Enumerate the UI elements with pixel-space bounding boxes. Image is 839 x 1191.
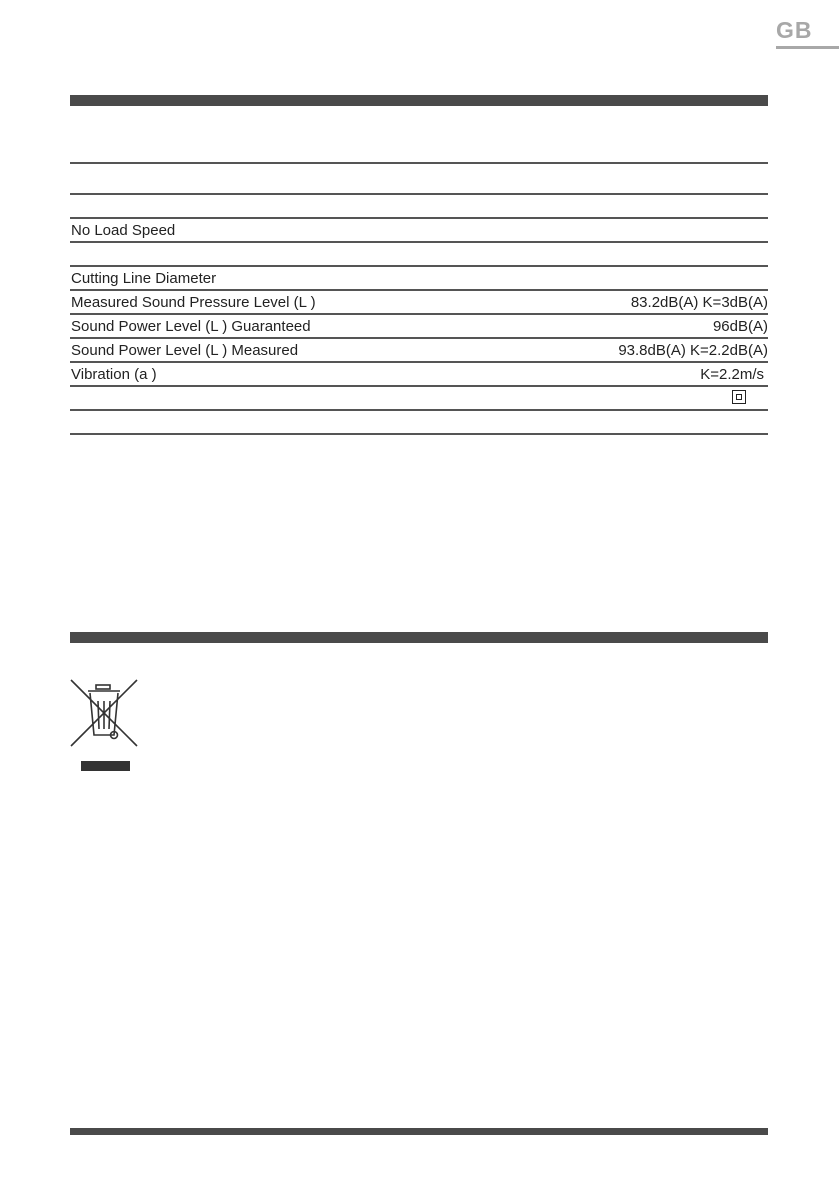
section-header-bar-disposal: [70, 632, 768, 643]
row-value: 93.8dB(A) K=2.2dB(A): [618, 342, 768, 359]
table-row: [70, 193, 768, 217]
row-label: Cutting Line Diameter: [71, 270, 217, 287]
page-footer-bar: [70, 1128, 768, 1135]
table-row: [70, 162, 768, 193]
table-row: [70, 241, 768, 265]
specification-table: [70, 162, 768, 435]
table-row: [70, 361, 768, 385]
row-label: Sound Power Level (L ) Measured: [71, 342, 299, 359]
language-underline: [776, 46, 839, 49]
section-header-bar-specifications: [70, 95, 768, 106]
row-value: 96dB(A): [712, 318, 768, 335]
table-row: [70, 337, 768, 361]
table-row: [70, 313, 768, 337]
language-code: GB: [776, 17, 813, 43]
row-label: Measured Sound Pressure Level (L ): [71, 294, 316, 311]
table-row: [70, 265, 768, 289]
double-insulation-icon: [732, 390, 746, 404]
row-label: Vibration (a ): [71, 366, 157, 383]
row-label: Sound Power Level (L ) Guaranteed: [71, 318, 311, 335]
table-row: [70, 385, 768, 409]
table-row: [70, 217, 768, 241]
row-label: No Load Speed: [71, 222, 176, 239]
row-value: 83.2dB(A) K=3dB(A): [630, 294, 768, 311]
row-value: K=2.2m/s: [700, 366, 764, 383]
weee-underline-bar: [81, 761, 130, 771]
table-row: [70, 289, 768, 313]
table-row: [70, 409, 768, 435]
crossed-out-wheelie-bin-icon: [70, 679, 138, 747]
